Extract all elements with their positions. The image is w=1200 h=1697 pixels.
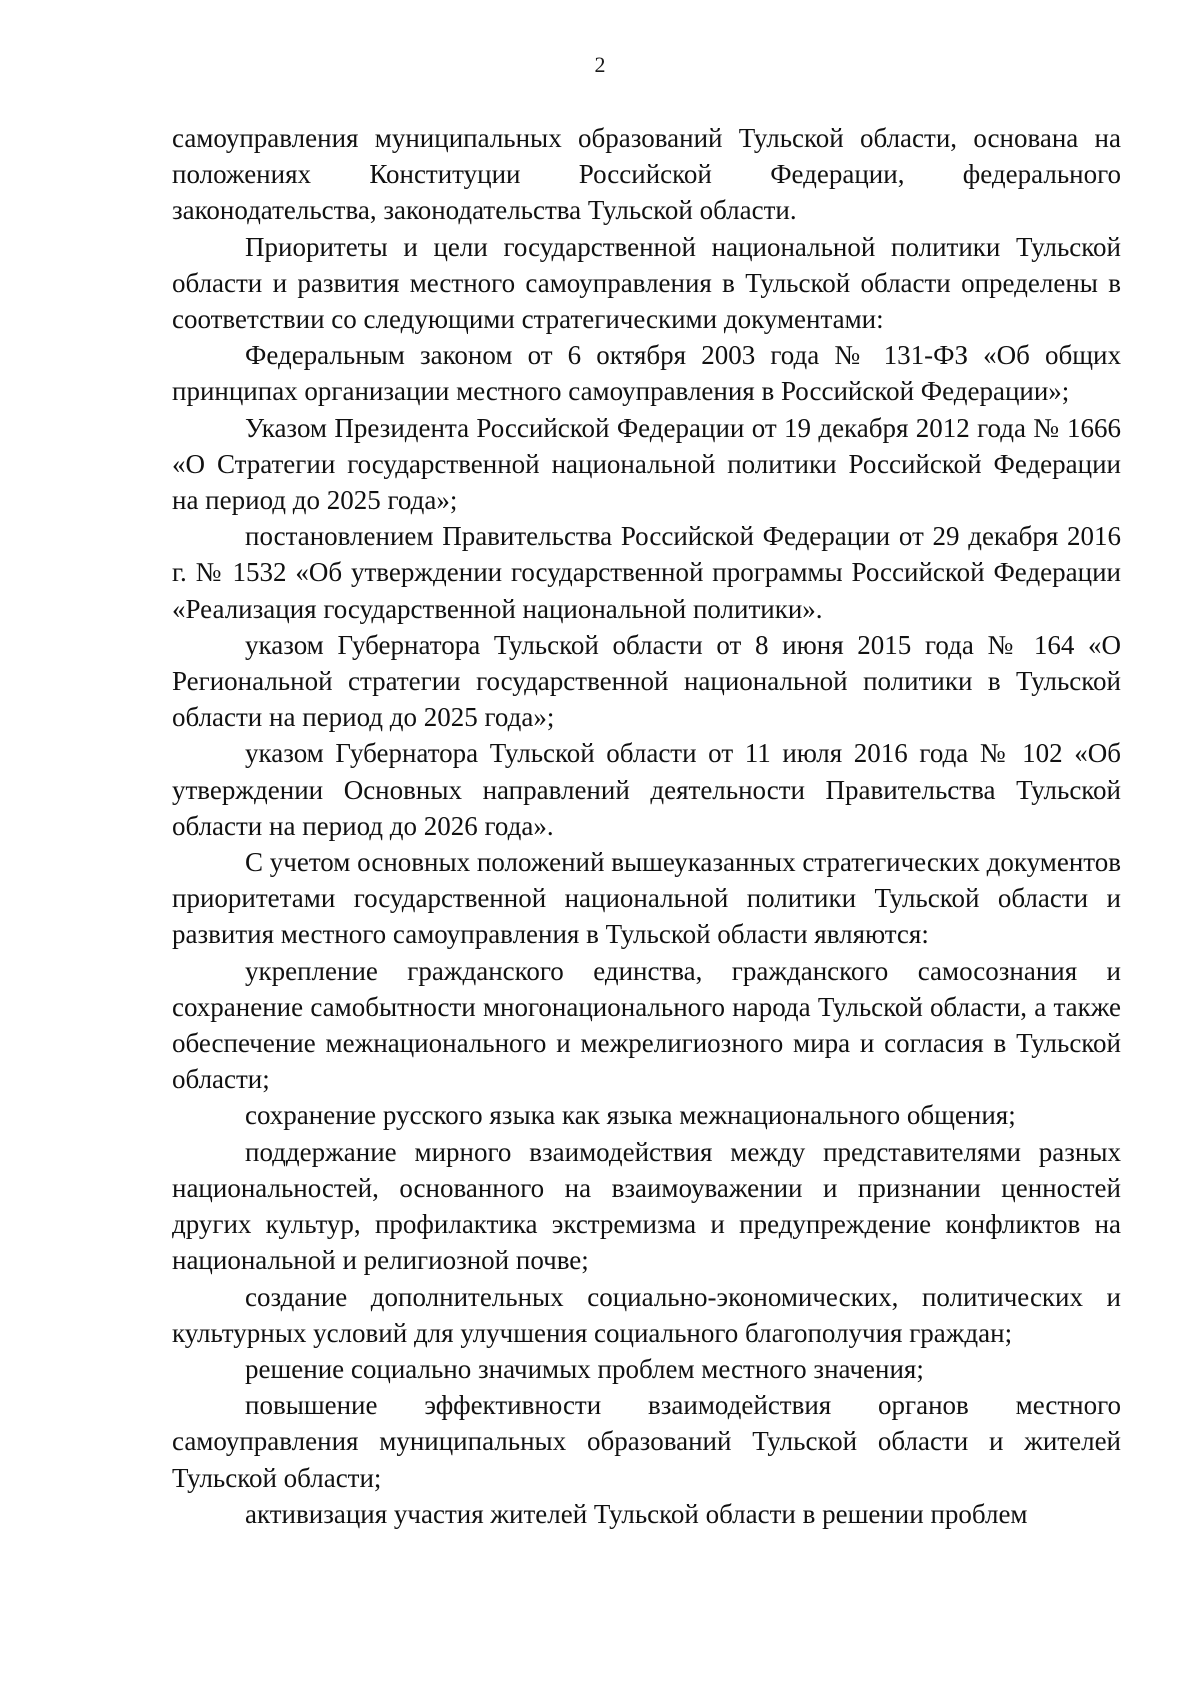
document-body <box>172 120 1121 1532</box>
paragraph-priorities-list-intro: С учетом основных положений вышеуказанных стратегических документов приоритетами государственной национальной политики Тульской области и развития местного самоуправления в Тульской области являются: <box>172 847 1121 950</box>
paragraph-local-problems: решение социально значимых проблем местного значения; <box>245 1353 924 1384</box>
paragraph-civic-unity: укрепление гражданского единства, гражданского самосознания и сохранение самобытности многонационального народа Тульской области, а также обеспечение межнационального и межрелигиозного мира и согласия в Тульской области; <box>172 955 1121 1095</box>
paragraph-continuation: самоуправления муниципальных образований Тульской области, основана на положениях Конституции Российской Федерации, федерального законодательства, законодательства Тульской области. <box>172 123 1121 226</box>
paragraph-russian-language: сохранение русского языка как языка межнационального общения; <box>245 1100 1016 1131</box>
paragraph-peaceful-interaction: поддержание мирного взаимодействия между представителями разных национальностей, основанного на взаимоуважении и признании ценностей других культур, профилактика экстремизма и предупреждение конфликтов на национальной и религиозной почве; <box>172 1136 1121 1276</box>
paragraph-federal-law: Федеральным законом от 6 октября 2003 года № 131-ФЗ «Об общих принципах организации местного самоуправления в Российской Федерации»; <box>172 340 1121 407</box>
paragraph-efficiency: повышение эффективности взаимодействия органов местного самоуправления муниципальных образований Тульской области и жителей Тульской области; <box>172 1390 1121 1493</box>
paragraph-priorities-intro: Приоритеты и цели государственной национальной политики Тульской области и развития местного самоуправления в Тульской области определены в соответствии со следующими стратегическими документами: <box>172 231 1121 335</box>
page-number: 2 <box>594 52 606 77</box>
paragraph-participation: активизация участия жителей Тульской области в решении проблем <box>245 1498 1028 1529</box>
paragraph-government-resolution: постановлением Правительства Российской Федерации от 29 декабря 2016 г. № 1532 «Об утверждении государственной программы Российской Федерации «Реализация государственной национальной политики». <box>172 521 1121 624</box>
paragraph-governor-decree-102: указом Губернатора Тульской области от 11 июля 2016 года № 102 «Об утверждении Основных направлений деятельности Правительства Тульской области на период до 2026 года». <box>172 738 1121 841</box>
paragraph-presidential-decree: Указом Президента Российской Федерации от 19 декабря 2012 года № 1666 «О Стратегии государственной национальной политики Российской Федерации на период до 2025 года»; <box>172 412 1121 516</box>
paragraph-governor-decree-164: указом Губернатора Тульской области от 8 июня 2015 года № 164 «О Региональной стратегии государственной национальной политики в Тульской области на период до 2025 года»; <box>172 629 1121 733</box>
paragraph-social-conditions: создание дополнительных социально-экономических, политических и культурных условий для улучшения социального благополучия граждан; <box>172 1281 1121 1348</box>
